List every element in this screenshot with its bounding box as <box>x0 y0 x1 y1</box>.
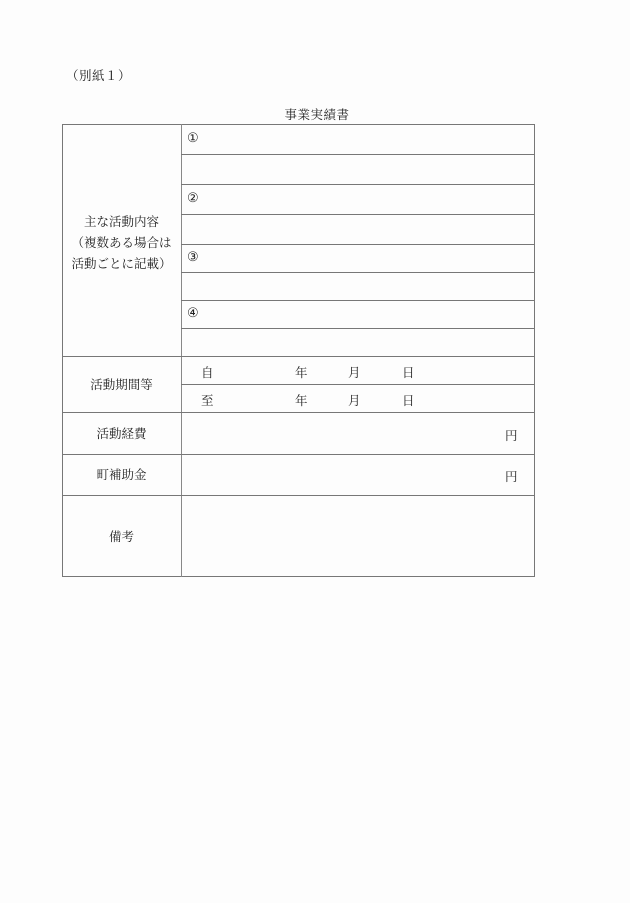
activity-1-field[interactable] <box>182 125 534 154</box>
activity-2-field[interactable] <box>182 185 534 214</box>
activity-number-2: ② <box>187 191 199 206</box>
activity-number-3: ③ <box>187 250 199 265</box>
activity-2-detail-field[interactable] <box>182 215 534 244</box>
activity-1-detail-field[interactable] <box>182 155 534 184</box>
town-subsidy-unit: 円 <box>505 469 518 484</box>
attachment-label: （別紙１） <box>66 68 132 83</box>
activities-label-line1: 主な活動内容 <box>83 213 159 229</box>
activity-3-field[interactable] <box>182 245 534 272</box>
activity-4-detail-field[interactable] <box>182 329 534 356</box>
activity-number-1: ① <box>187 131 199 146</box>
period-from-year-unit: 年 <box>295 365 308 380</box>
activity-3-detail-field[interactable] <box>182 273 534 300</box>
activities-label-line3: 活動ごとに記載） <box>71 255 172 271</box>
period-to-year-unit: 年 <box>295 393 308 408</box>
remarks-label: 備考 <box>108 528 134 544</box>
activity-cost-unit: 円 <box>505 428 518 443</box>
activity-cost-label: 活動経費 <box>96 425 147 441</box>
activity-number-4: ④ <box>187 306 199 321</box>
period-from-day-unit: 日 <box>402 365 415 380</box>
period-from-month-unit: 月 <box>348 365 361 380</box>
town-subsidy-field[interactable] <box>182 455 534 495</box>
activities-label <box>62 124 181 356</box>
remarks-field[interactable] <box>182 496 534 576</box>
period-to-month-unit: 月 <box>348 393 361 408</box>
document-title: 事業実績書 <box>284 107 350 122</box>
activity-4-field[interactable] <box>182 301 534 328</box>
town-subsidy-label: 町補助金 <box>96 467 147 482</box>
activity-cost-field[interactable] <box>182 413 534 454</box>
period-from-prefix: 自 <box>201 365 214 380</box>
row-divider <box>181 384 535 385</box>
activities-label-line2: （複数ある場合は <box>71 234 172 250</box>
period-to-prefix: 至 <box>201 393 214 408</box>
period-to-day-unit: 日 <box>402 393 415 408</box>
period-label: 活動期間等 <box>90 376 153 392</box>
